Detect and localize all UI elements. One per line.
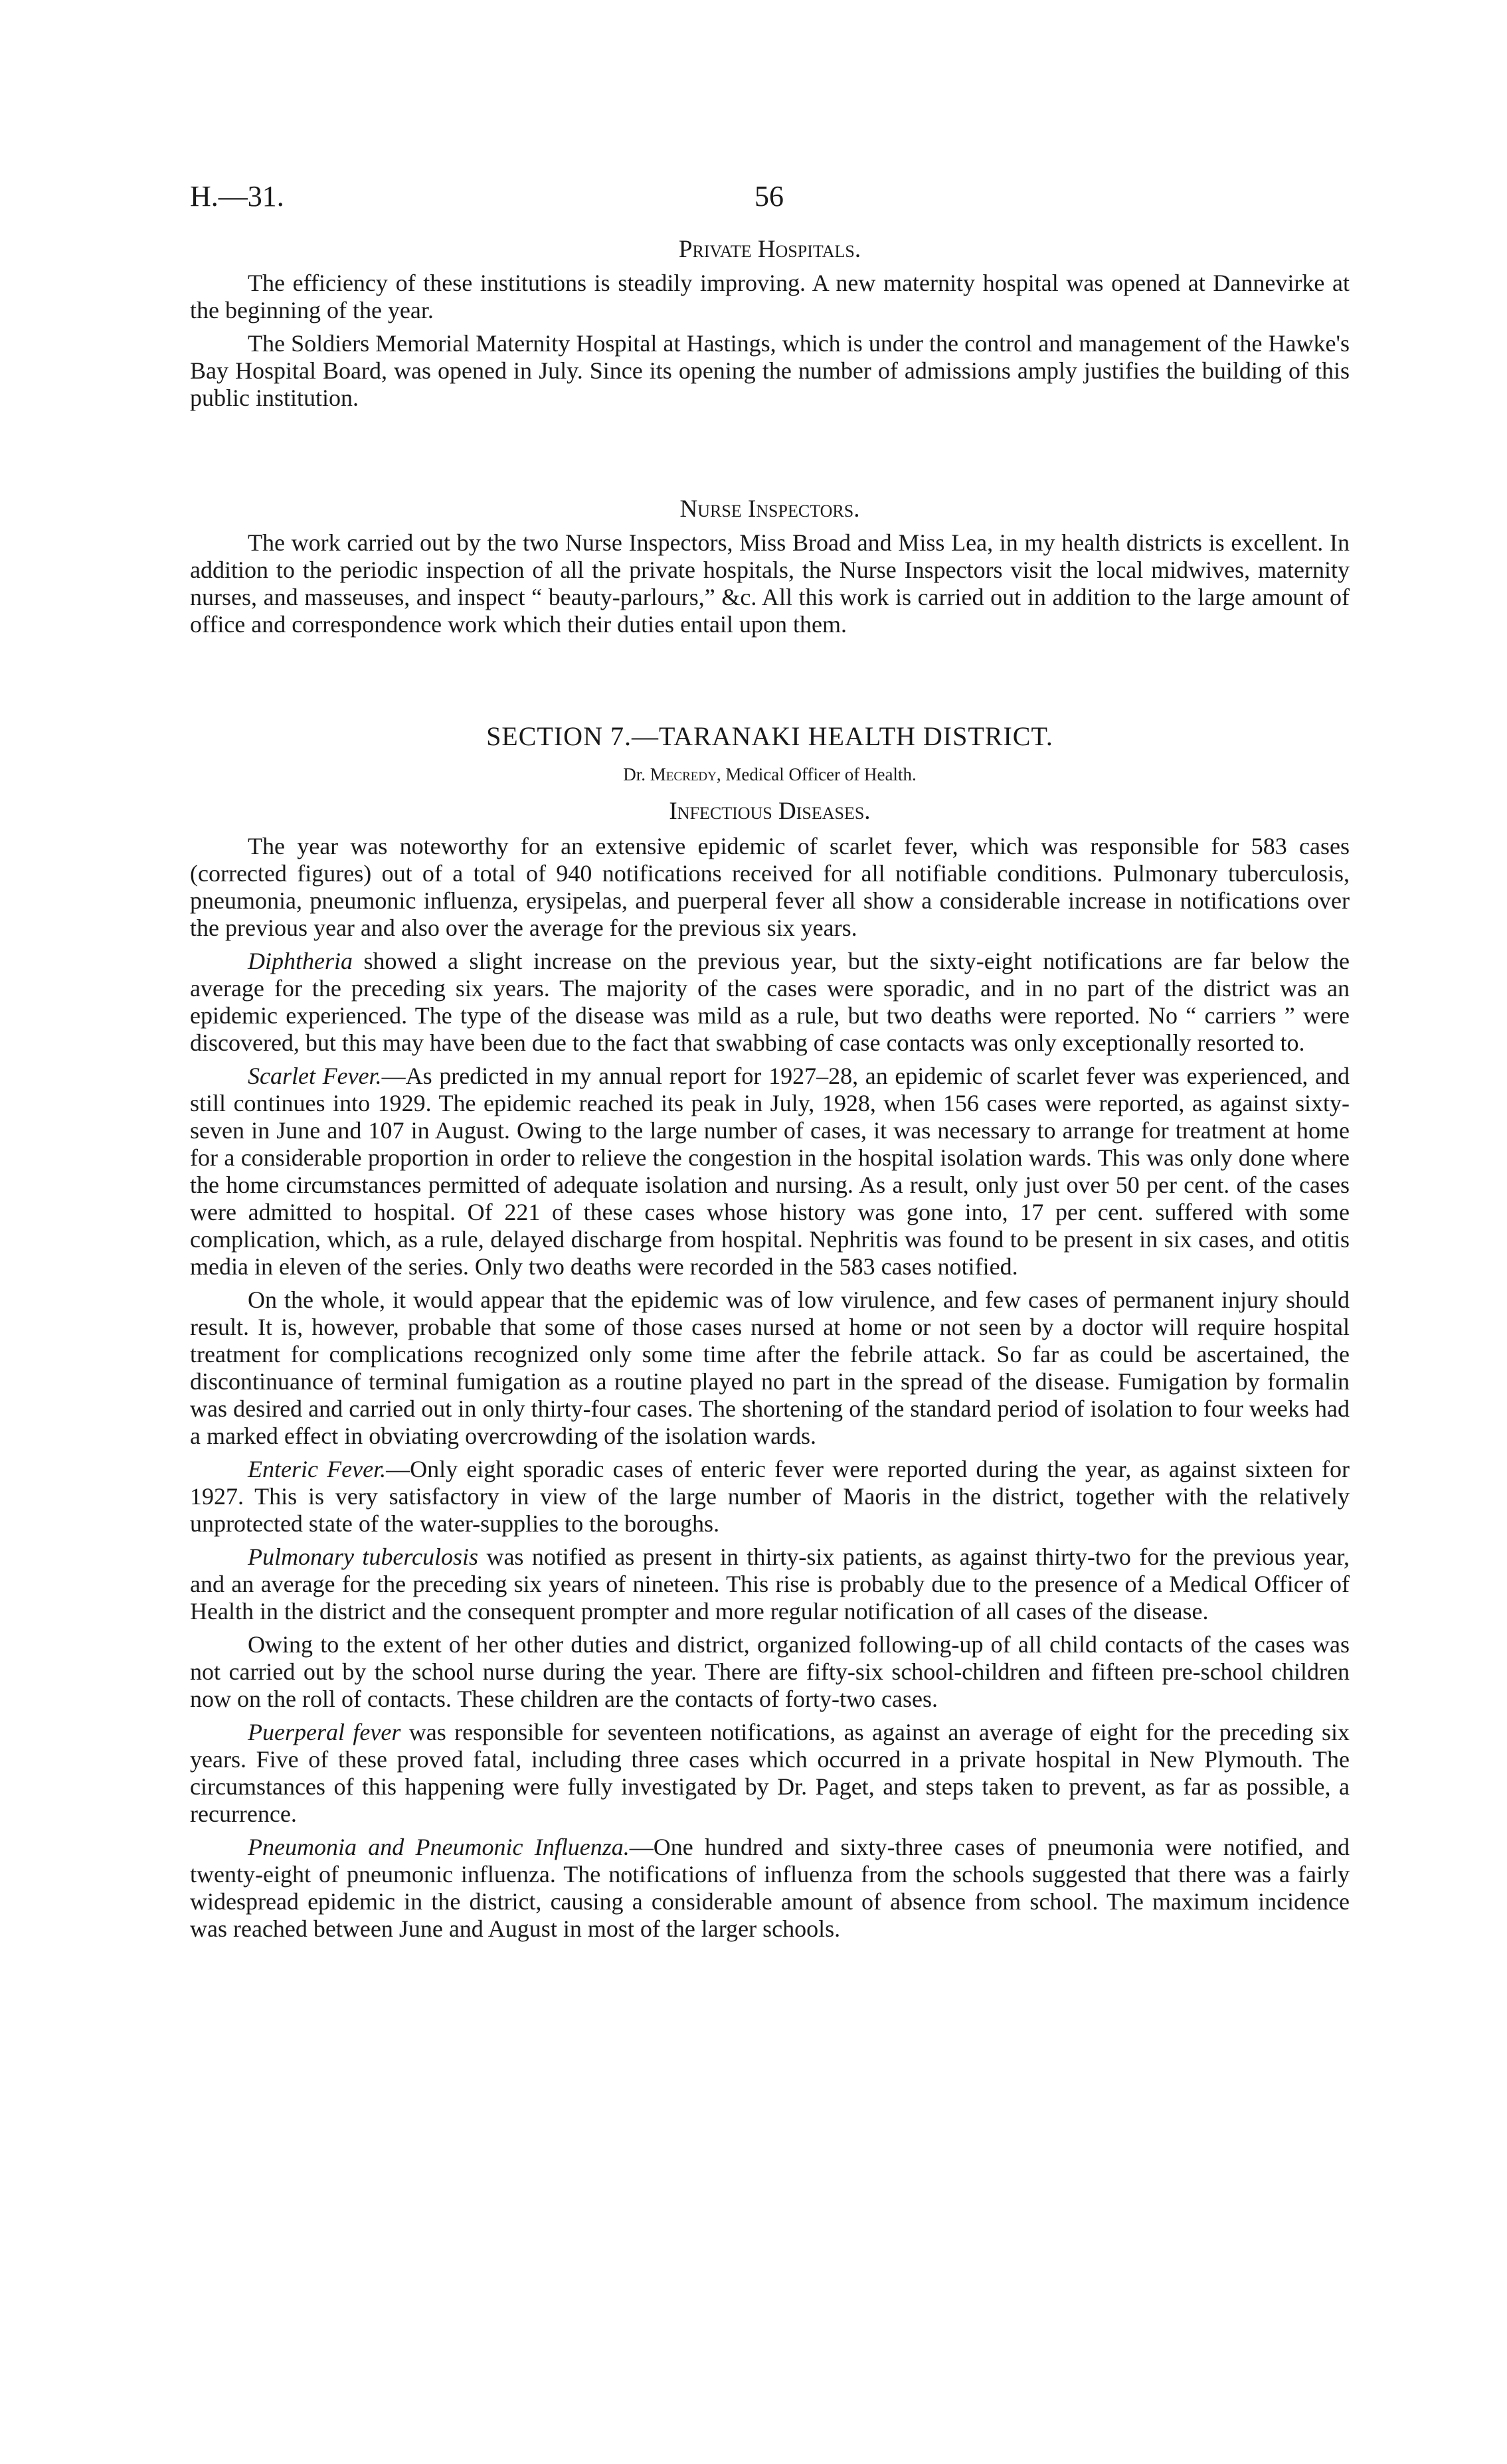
private-hospitals-heading: Private Hospitals.	[678, 236, 861, 263]
tuberculosis-paragraph	[190, 1543, 1350, 1625]
enteric-fever-lead: Enteric Fever.	[248, 1456, 387, 1482]
infectious-diseases-heading: Infectious Diseases.	[669, 798, 871, 825]
puerperal-fever-lead: Puerperal fever	[248, 1719, 401, 1745]
byline-suffix: , Medical Officer of Health.	[716, 764, 917, 784]
running-head	[0, 179, 1507, 219]
diphtheria-text: showed a slight increase on the previous year, but the sixty-eight notifications are far below the average for the preceding six years. The majority of the cases were sporadic, and in no part of the district was an epidemic experienced. The type of the disease was mild as a rule, but two deaths were reported. No “ carriers ” were discovered, but this may have been due to the fact that swabbing of case contacts was only exceptionally resorted to.	[190, 948, 1350, 1056]
private-hospitals-paragraph-1: The efficiency of these institutions is steadily improving. A new maternity hospital was opened at Dannevirke at the beginning of the year.	[190, 270, 1350, 323]
private-hospitals-paragraph-2: The Soldiers Memorial Maternity Hospital at Hastings, which is under the control and management of the Hawke's Bay Hospital Board, was opened in July. Since its opening the number of admissions amply justifies the building of this public institution.	[190, 330, 1350, 411]
spacer	[190, 644, 1350, 723]
tuberculosis-paragraph-2: Owing to the extent of her other duties and district, organized following-up of all child contacts of the cases was not carried out by the school nurse during the year. There are fifty-six school-children and fifteen pre-school children now on the roll of contacts. These children are the contacts of forty-two cases.	[190, 1631, 1350, 1712]
report-reference: H.—31.	[190, 180, 284, 213]
enteric-fever-paragraph	[190, 1456, 1350, 1538]
puerperal-fever-paragraph	[190, 1719, 1350, 1828]
puerperal-fever-text: was responsible for seventeen notifications, as against an average of eight for the preceding six years. Five of these proved fatal, including three cases which occurred in a private hospital in New Plymouth. The circumstances of this happening were fully investigated by Dr. Paget, and steps taken to prevent, as far as possible, a recurrence.	[190, 1719, 1350, 1827]
pneumonia-lead: Pneumonia and Pneumonic Influenza.	[248, 1834, 630, 1860]
diphtheria-lead: Diphtheria	[248, 948, 353, 974]
byline-name: Mecredy	[650, 764, 717, 784]
byline-prefix: Dr.	[623, 764, 650, 784]
scarlet-fever-paragraph-2: On the whole, it would appear that the epidemic was of low virulence, and few cases of permanent injury should result. It is, however, probable that some of those cases nursed at home or not seen by a doctor will require hospital treatment for complications recognized only some time after the febrile attack. So far as could be ascertained, the discontinuance of terminal fumigation as a routine played no part in the spread of the disease. Fumigation by formalin was desired and carried out in only thirty-four cases. The shortening of the standard period of isolation to four weeks had a marked effect in obviating overcrowding of the isolation wards.	[190, 1286, 1350, 1449]
nurse-inspectors-heading: Nurse Inspectors.	[679, 495, 860, 523]
tuberculosis-text: was notified as present in thirty-six patients, as against thirty-two for the previous year, and an average for the preceding six years of nineteen. This rise is probably due to the presence of a Medical Officer of Health in the district and the consequent prompter and more regular notification of all cases of the disease.	[190, 1543, 1350, 1625]
nurse-inspectors-paragraph: The work carried out by the two Nurse Inspectors, Miss Broad and Miss Lea, in my health districts is excellent. In addition to the periodic inspection of all the private hospitals, the Nurse Inspectors visit the local midwives, maternity nurses, and masseuses, and inspect “ beauty-parlours,” &c. All this work is carried out in addition to the large amount of office and correspondence work which their duties entail upon them.	[190, 529, 1350, 638]
pneumonia-paragraph	[190, 1834, 1350, 1943]
intro-paragraph: The year was noteworthy for an extensive epidemic of scarlet fever, which was responsible for 583 cases (corrected figures) out of a total of 940 notifications received for all notifiable conditions. Pulmonary tuberculosis, pneumonia, pneumonic influenza, erysipelas, and puerperal fever all show a considerable increase in notifications over the previous year and also over the average for the previous six years.	[190, 833, 1350, 941]
scarlet-fever-text: —As predicted in my annual report for 1927–28, an epidemic of scarlet fever was experienced, and still continues into 1929. The epidemic reached its peak in July, 1928, when 156 cases were reported, as against sixty-seven in June and 107 in August. Owing to the large number of cases, it was necessary to arrange for treatment at home for a considerable proportion in order to relieve the congestion in the hospital isolation wards. This was only done where the home circumstances permitted of adequate isolation and nursing. As a result, only just over 50 per cent. of the cases were admitted to hospital. Of 221 of these cases whose history was gone into, 17 per cent. suffered with some complication, which, as a rule, delayed discharge from hospital. Nephritis was found to be present in six cases, and otitis media in eleven of the series. Only two deaths were recorded in the 583 cases notified.	[190, 1063, 1350, 1280]
scarlet-fever-paragraph	[190, 1063, 1350, 1280]
pneumonia-text: —One hundred and sixty-three cases of pneumonia were notified, and twenty-eight of pneumonic influenza. The notifications of influenza from the schools suggested that there was a fairly widespread epidemic in the district, causing a considerable amount of absence from school. The maximum incidence was reached between June and August in most of the larger schools.	[190, 1834, 1350, 1942]
enteric-fever-text: —Only eight sporadic cases of enteric fever were reported during the year, as against sixteen for 1927. This is very satisfactory in view of the large number of Maoris in the district, together with the relatively unprotected state of the water-supplies to the boroughs.	[190, 1456, 1350, 1537]
section-title: SECTION 7.—TARANAKI HEALTH DISTRICT.	[486, 721, 1053, 751]
diphtheria-paragraph	[190, 948, 1350, 1057]
spacer	[190, 418, 1350, 495]
author-byline	[190, 761, 1350, 788]
body-text	[190, 236, 1350, 1949]
page-number: 56	[754, 180, 784, 213]
tuberculosis-lead: Pulmonary tuberculosis	[248, 1543, 479, 1570]
scarlet-fever-lead: Scarlet Fever.	[248, 1063, 382, 1089]
